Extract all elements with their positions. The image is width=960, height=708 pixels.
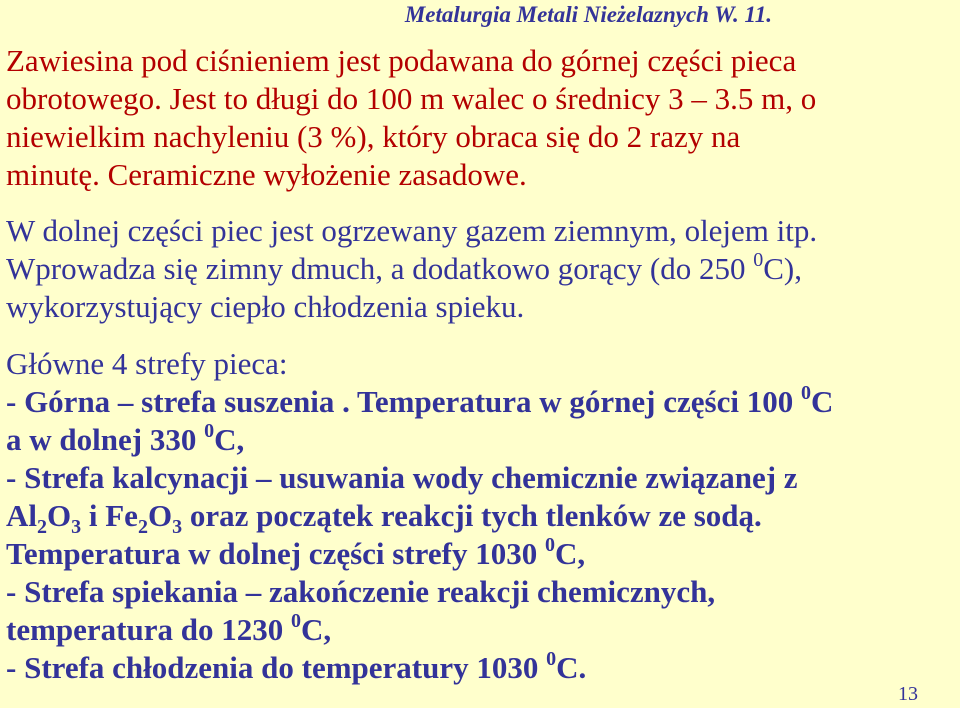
zone-calcination: - Strefa kalcynacji – usuwania wody chemicznie związanej z <box>6 460 798 495</box>
paragraph-intro-line-2: obrotowego. Jest to długi do 100 m walec o średnicy 3 – 3.5 m, o <box>6 81 817 116</box>
formula-o: O <box>147 498 173 533</box>
formula-al: Al <box>6 498 37 533</box>
degree-superscript: 0 <box>800 381 811 404</box>
paragraph-intro <box>6 42 958 194</box>
paragraph-heating-line-2 <box>6 250 958 288</box>
formula-subscript: 2 <box>37 516 47 539</box>
zone-drying <box>6 383 958 421</box>
paragraph-heating <box>6 212 958 326</box>
zone-drying-lower <box>6 421 958 459</box>
paragraph-heating-line-2-text: Wprowadza się zimny dmuch, a dodatkowo gorący (do 250 <box>6 251 754 286</box>
formula-subscript: 2 <box>137 516 148 539</box>
degree-superscript: 0 <box>290 609 301 632</box>
page-number: 13 <box>898 683 918 705</box>
zone-drying-unit: C <box>810 384 834 419</box>
degree-superscript: 0 <box>546 647 557 670</box>
zones-heading: Główne 4 strefy pieca: <box>6 346 288 381</box>
formula-fe: i Fe <box>81 498 138 533</box>
zone-calcination-temperature <box>6 535 958 573</box>
formula-rest: oraz początek reakcji tych tlenków ze sodą. <box>182 498 762 533</box>
zone-sintering-temperature-text: temperatura do 1230 <box>6 612 291 647</box>
paragraph-intro-line-3: niewielkim nachyleniu (3 %), który obraca się do 2 razy na <box>6 119 741 154</box>
formula-subscript: 3 <box>172 516 183 539</box>
paragraph-heating-line-2-unit: C), <box>763 251 802 286</box>
zone-sintering-temperature <box>6 611 958 649</box>
paragraph-intro-line-1: Zawiesina pod ciśnieniem jest podawana do górnej części pieca <box>6 43 797 78</box>
degree-superscript: 0 <box>753 248 764 271</box>
zone-drying-lower-text: a w dolnej 330 <box>6 422 205 457</box>
paragraph-heating-line-1: W dolnej części piec jest ogrzewany gazem ziemnym, olejem itp. <box>6 213 818 248</box>
zone-cooling-unit: C. <box>556 650 587 685</box>
paragraph-heating-line-3: wykorzystujący ciepło chłodzenia spieku. <box>6 289 525 324</box>
zone-sintering-temperature-unit: C, <box>300 612 332 647</box>
zone-sintering: - Strefa spiekania – zakończenie reakcji chemicznych, <box>6 574 716 609</box>
zone-calcination-temperature-unit: C, <box>554 536 586 571</box>
degree-superscript: 0 <box>204 419 215 442</box>
zone-calcination-temperature-text: Temperatura w dolnej części strefy 1030 <box>6 536 545 571</box>
zone-drying-text: - Górna – strefa suszenia . Temperatura w górnej części 100 <box>6 384 801 419</box>
slide-content <box>6 42 958 687</box>
paragraph-zones <box>6 345 958 687</box>
degree-superscript: 0 <box>544 533 555 556</box>
zone-calcination-formula <box>6 497 958 539</box>
zone-cooling <box>6 649 958 687</box>
zone-drying-lower-unit: C, <box>214 422 245 457</box>
header-title: Metalurgia Metali Nieżelaznych W. 11. <box>404 2 772 27</box>
zone-cooling-text: - Strefa chłodzenia do temperatury 1030 <box>6 650 547 685</box>
formula-subscript: 3 <box>71 516 82 539</box>
paragraph-intro-line-4: minutę. Ceramiczne wyłożenie zasadowe. <box>6 157 527 192</box>
formula-o: O <box>47 498 72 533</box>
